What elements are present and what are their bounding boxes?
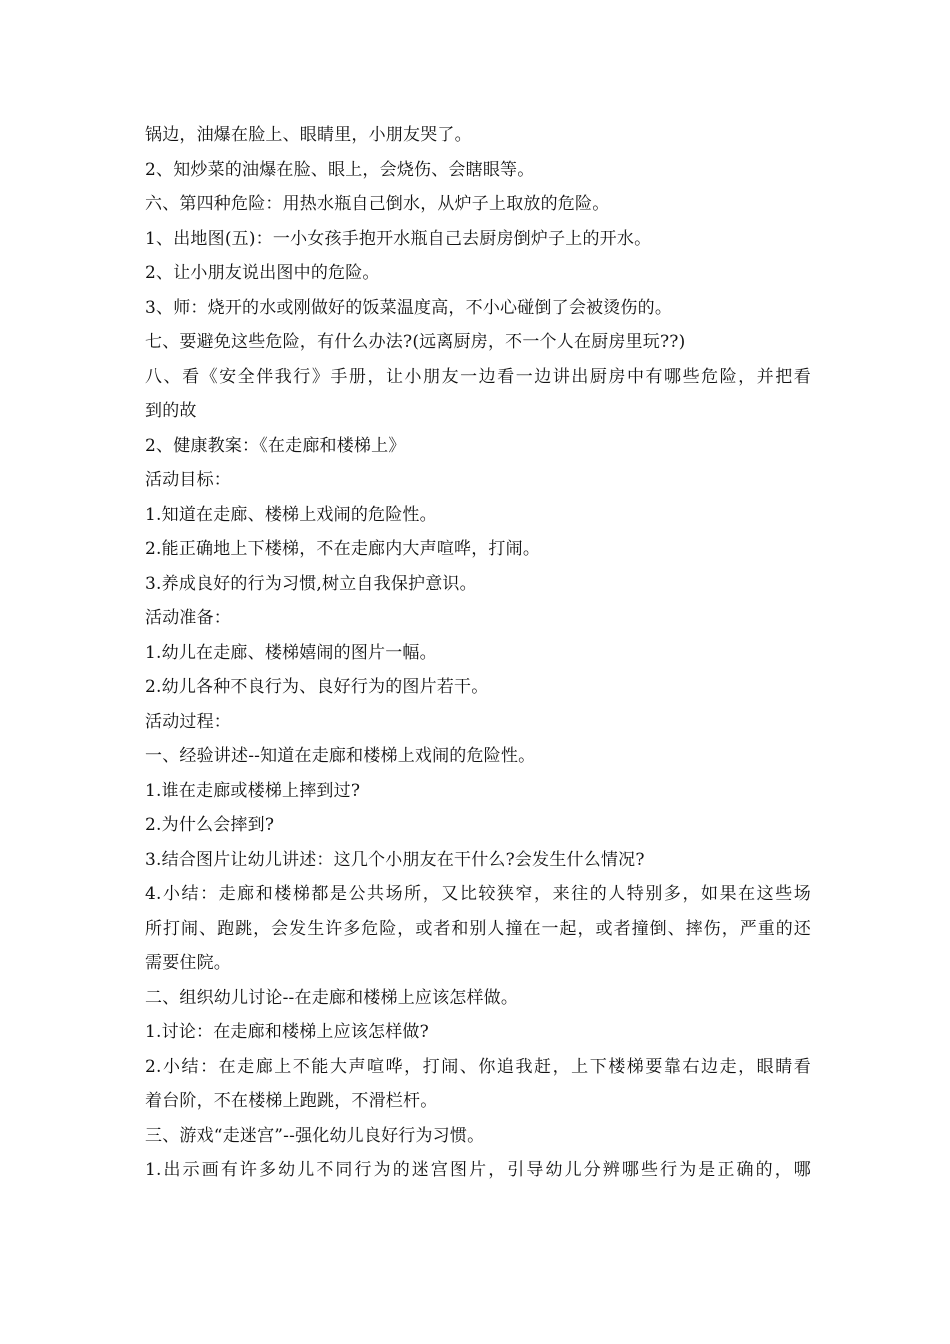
text-line: 需要住院。 bbox=[145, 953, 231, 973]
text-line: 2、知炒菜的油爆在脸、眼上，会烧伤、会瞎眼等。 bbox=[145, 159, 535, 180]
text-line: 2.为什么会摔到? bbox=[145, 815, 275, 835]
text-line: 3.结合图片让幼儿讲述：这几个小朋友在干什么?会发生什么情况? bbox=[145, 849, 645, 870]
document-body bbox=[145, 118, 811, 1188]
text-line: 3、师：烧开的水或刚做好的饭菜温度高，不小心碰倒了会被烫伤的。 bbox=[145, 297, 673, 318]
text-line: 3.养成良好的行为习惯,树立自我保护意识。 bbox=[145, 573, 477, 594]
text-line: 到的故 bbox=[145, 401, 197, 421]
text-line: 4.小结：走廊和楼梯都是公共场所，又比较狭窄，来往的人特别多，如果在这些场 bbox=[145, 884, 811, 904]
text-line: 2.能正确地上下楼梯，不在走廊内大声喧哗，打闹。 bbox=[145, 539, 541, 559]
text-line: 1、出地图(五)：一小女孩手抱开水瓶自己去厨房倒炉子上的开水。 bbox=[145, 228, 652, 249]
text-line: 1.出示画有许多幼儿不同行为的迷宫图片，引导幼儿分辨哪些行为是正确的，哪 bbox=[145, 1160, 811, 1180]
subheading: 活动准备： bbox=[145, 608, 231, 628]
text-line: 着台阶，不在楼梯上跑跳，不滑栏杆。 bbox=[145, 1091, 438, 1111]
section-heading: 2、健康教案：《在走廊和楼梯上》 bbox=[145, 435, 406, 456]
text-line: 三、游戏“走迷宫”--强化幼儿良好行为习惯。 bbox=[145, 1125, 485, 1146]
text-line: 2、让小朋友说出图中的危险。 bbox=[145, 263, 380, 283]
text-line: 所打闹、跑跳，会发生许多危险，或者和别人撞在一起，或者撞倒、摔伤，严重的还 bbox=[145, 918, 811, 939]
text-line: 2.幼儿各种不良行为、良好行为的图片若干。 bbox=[145, 677, 489, 697]
text-line: 1.知道在走廊、楼梯上戏闹的危险性。 bbox=[145, 504, 437, 525]
text-line: 八、看《安全伴我行》手册，让小朋友一边看一边讲出厨房中有哪些危险，并把看 bbox=[145, 366, 811, 387]
subheading: 活动目标： bbox=[145, 470, 231, 490]
text-line: 1.讨论：在走廊和楼梯上应该怎样做? bbox=[145, 1022, 429, 1042]
text-line: 锅边，油爆在脸上、眼睛里，小朋友哭了。 bbox=[145, 125, 472, 145]
text-line: 二、组织幼儿讨论--在走廊和楼梯上应该怎样做。 bbox=[145, 987, 519, 1008]
text-line: 1.幼儿在走廊、楼梯嬉闹的图片一幅。 bbox=[145, 642, 437, 663]
text-line: 一、经验讲述--知道在走廊和楼梯上戏闹的危险性。 bbox=[145, 746, 536, 766]
text-line: 1.谁在走廊或楼梯上摔到过? bbox=[145, 780, 361, 801]
text-line: 七、要避免这些危险，有什么办法?(远离厨房，不一个人在厨房里玩??) bbox=[145, 332, 686, 352]
subheading: 活动过程： bbox=[145, 711, 231, 732]
text-line: 六、第四种危险：用热水瓶自己倒水，从炉子上取放的危险。 bbox=[145, 194, 610, 214]
text-line: 2.小结：在走廊上不能大声喧哗，打闹、你追我赶，上下楼梯要靠右边走，眼睛看 bbox=[145, 1056, 811, 1077]
